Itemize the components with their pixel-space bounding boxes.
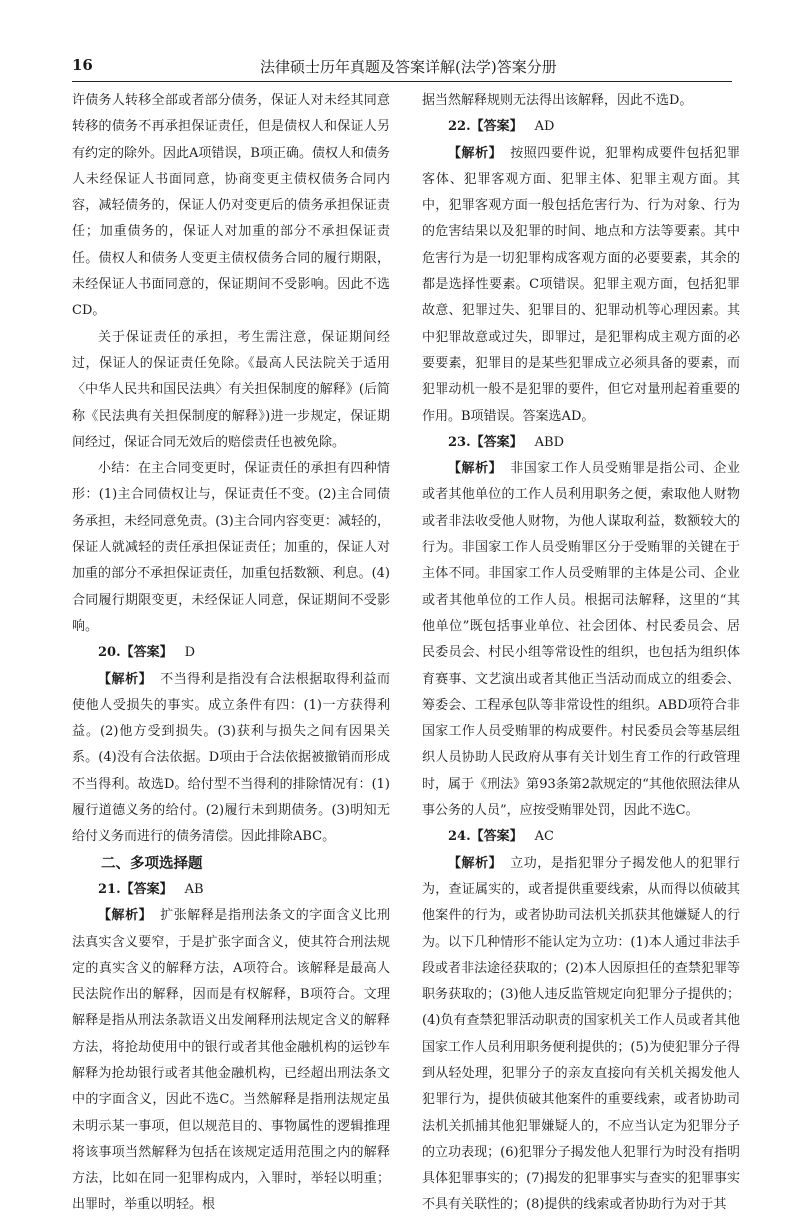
- answer-label: 21.【答案】: [98, 881, 173, 897]
- analysis-label: 【解析】: [448, 461, 503, 477]
- header-rule: [72, 81, 732, 82]
- analysis-label: 【解析】: [448, 145, 503, 161]
- left-column: [72, 88, 390, 1213]
- paragraph: 关于保证责任的承担，考生需注意，保证期间经过，保证人的保证责任免除。《最高人民法院关于适用〈中华人民共和国民法典〉有关担保制度的解释》(后简称《民法典有关担保制度的解释》)进一步规定，保证期间经过，保证合同无效后的赔偿责任也被免除。: [72, 329, 390, 450]
- answer-label: 23.【答案】: [448, 434, 523, 450]
- summary-paragraph: 小结：在主合同变更时，保证责任的承担有四种情形：(1)主合同债权让与，保证责任不变。(2)主合同债务承担，未经同意免责。(3)主合同内容变更：减轻的，保证人就减轻的责任承担保证责任；加重的，保证人对加重的部分不承担保证责任，加重包括数额、利息。(4)合同履行期限变更，未经保证人同意，保证期间不受影响。: [72, 461, 390, 634]
- analysis-label: 【解析】: [448, 855, 503, 871]
- answer-23: [422, 430, 740, 456]
- analysis-23: [422, 456, 740, 824]
- paragraph: 许债务人转移全部或者部分债务，保证人对未经其同意转移的债务不再承担保证责任，但是债权人和保证人另有约定的除外。因此A项错误，B项正确。债权人和债务人未经保证人书面同意，协商变更主债权债务合同内容，减轻债务的，保证人仍对变更后的债务承担保证责任；加重债务的，保证人对加重的部分不承担保证责任。债权人和债务人变更主债权债务合同的履行期限，未经保证人书面同意的，保证期间不受影响。因此不选CD。: [72, 93, 390, 319]
- answer-value: AC: [534, 829, 554, 845]
- answer-label: 24.【答案】: [448, 829, 523, 845]
- analysis-22: [422, 141, 740, 430]
- answer-value: D: [184, 645, 196, 661]
- running-title: 法律硕士历年真题及答案详解(法学)答案分册: [260, 58, 557, 76]
- paragraph: 据当然解释规则无法得出该解释，因此不选D。: [422, 93, 693, 108]
- answer-value: AD: [534, 119, 555, 135]
- analysis-text: 不当得利是指没有合法根据取得利益而使他人受损失的事实。成立条件有四：(1)一方获得利益。(2)他方受到损失。(3)获利与损失之间有因果关系。(4)没有合法依据。D项由于合法依据被撤销而形成不当得利。故选D。给付型不当得利的排除情况有：(1)履行道德义务的给付。(2)履行未到期债务。(3)明知无给付义务而进行的债务清偿。因此排除ABC。: [72, 671, 390, 845]
- analysis-20: [72, 667, 390, 851]
- answer-24: [422, 824, 740, 850]
- answer-22: [422, 114, 740, 140]
- analysis-text: 按照四要件说，犯罪构成要件包括犯罪客体、犯罪客观方面、犯罪主体、犯罪主观方面。其中，犯罪客观方面一般包括危害行为、行为对象、行为的危害结果以及犯罪的时间、地点和方法等要素。其中危害行为是一切犯罪构成客观方面的必要要素，其余的都是选择性要素。C项错误。犯罪主观方面，包括犯罪故意、犯罪过失、犯罪目的、犯罪动机等心理因素。其中犯罪故意或过失，即罪过，是犯罪构成主观方面的必要要素，犯罪目的是某些犯罪成立必须具备的要素，而犯罪动机一般不是犯罪的要件，但它对量刑起着重要的作用。B项错误。答案选AD。: [422, 145, 740, 424]
- analysis-24: [422, 851, 740, 1219]
- answer-label: 22.【答案】: [448, 119, 523, 135]
- analysis-21: [72, 903, 390, 1219]
- right-column: [422, 88, 740, 1213]
- analysis-text: 扩张解释是指刑法条文的字面含义比刑法真实含义要窄，于是扩张字面含义，使其符合刑法规定的真实含义的解释方法，A项符合。该解释是最高人民法院作出的解释，因而是有权解释，B项符合。文理解释是指从刑法条款语义出发阐释刑法规定含义的解释方法，将抢劫使用中的银行或者其他金融机构的运钞车解释为抢劫银行或者其他金融机构，已经超出刑法条文中的字面含义，因此不选C。当然解释是指刑法规定虽未明示某一事项，但以规范目的、事物属性的逻辑推理将该事项当然解释为包括在该规定适用范围之内的解释方法，比如在同一犯罪构成内，入罪时，举轻以明重；出罪时，举重以明轻。根: [72, 908, 390, 1213]
- analysis-label: 【解析】: [98, 671, 153, 687]
- answer-20: [72, 640, 390, 666]
- analysis-text: 非国家工作人员受贿罪是指公司、企业或者其他单位的工作人员利用职务之便，索取他人财物或者非法收受他人财物，为他人谋取利益，数额较大的行为。非国家工作人员受贿罪区分于受贿罪的关键在于主体不同。非国家工作人员受贿罪的主体是公司、企业或者其他单位的工作人员。根据司法解释，这里的“其他单位”既包括事业单位、社会团体、村民委员会、居民委员会、村民小组等常设性的组织，也包括为组织体育赛事、文艺演出或者其他正当活动而成立的组委会、筹委会、工程承包队等非常设性的组织。ABD项符合非国家工作人员受贿罪的构成要件。村民委员会等基层组织人员协助人民政府从事有关计划生育工作的行政管理时，属于《刑法》第93条第2款规定的“其他依照法律从事公务的人员”，应按受贿罪处罚，因此不选C。: [422, 461, 740, 819]
- page-header: [72, 38, 732, 82]
- section-heading: 二、多项选择题: [101, 854, 203, 872]
- analysis-text: 立功，是指犯罪分子揭发他人的犯罪行为，查证属实的，或者提供重要线索，从而得以侦破其他案件的行为，或者协助司法机关抓获其他嫌疑人的行为。以下几种情形不能认定为立功：(1)本人通过非法手段或者非法途径获取的；(2)本人因原担任的查禁犯罪等职务获取的；(3)他人违反监管规定向犯罪分子提供的；(4)负有查禁犯罪活动职责的国家机关工作人员或者其他国家工作人员利用职务便利提供的；(5)为使犯罪分子得到从轻处理，犯罪分子的亲友直接向有关机关揭发他人犯罪行为，提供侦破其他案件的重要线索，或者协助司法机关抓捕其他犯罪嫌疑人的，不应当认定为犯罪分子的立功表现；(6)犯罪分子揭发他人犯罪行为时没有指明具体犯罪事实的；(7)揭发的犯罪事实与查实的犯罪事实不具有关联性的；(8)提供的线索或者协助行为对于其: [422, 855, 740, 1213]
- answer-value: AB: [184, 881, 204, 897]
- answer-value: ABD: [534, 434, 564, 450]
- analysis-label: 【解析】: [98, 908, 153, 924]
- answer-21: [72, 877, 390, 903]
- page-number: 16: [72, 56, 93, 74]
- answer-label: 20.【答案】: [98, 645, 173, 661]
